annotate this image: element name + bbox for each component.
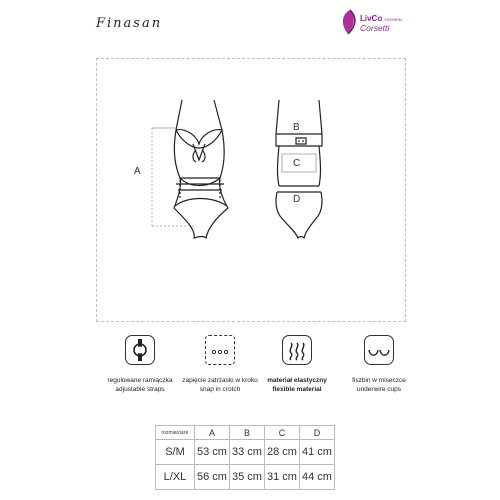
brand-name-line1: [360, 14, 402, 23]
feature-text-pl: zapięcie zatrzaski w kroku: [182, 377, 258, 384]
underwire-cups-glyph: [365, 336, 393, 364]
snap-crotch-glyph: [206, 336, 234, 364]
size-table-col-a: A: [195, 426, 230, 440]
size-value: 28 cm: [265, 440, 300, 465]
size-label: L/XL: [156, 465, 195, 490]
product-name: Finasan: [96, 16, 163, 31]
size-value: 53 cm: [195, 440, 230, 465]
brand-logo-icon: [338, 6, 362, 38]
feature-text: [252, 377, 342, 394]
flexible-material-glyph: [283, 336, 311, 364]
feature-text: [95, 377, 185, 394]
label-d: D: [293, 194, 301, 205]
brand-name-line2: Corsetti: [360, 23, 390, 33]
size-value: 56 cm: [195, 465, 230, 490]
label-b: B: [293, 122, 300, 133]
feature-text-en: snap in crotch: [199, 385, 241, 393]
size-table-col-b: B: [230, 426, 265, 440]
snap-crotch-icon: [205, 335, 235, 365]
feature-text-pl: materiał elastyczny: [267, 377, 327, 384]
size-table-header: [156, 426, 335, 440]
label-c: C: [293, 158, 301, 169]
size-value: 41 cm: [300, 440, 335, 465]
back-view: [276, 100, 322, 238]
size-label: S/M: [156, 440, 195, 465]
front-view: [174, 100, 228, 238]
size-value: 35 cm: [230, 465, 265, 490]
size-table-row: [156, 465, 335, 490]
size-value: 44 cm: [300, 465, 335, 490]
feature-text: [334, 377, 424, 394]
label-a: A: [134, 166, 141, 177]
brand-logo: [338, 4, 408, 40]
feature-flexible-material: [252, 335, 342, 394]
adjustable-straps-glyph: [126, 336, 154, 364]
size-table-col-d: D: [300, 426, 335, 440]
brand-name-part1: LivCo: [360, 14, 383, 23]
size-table: [155, 425, 335, 490]
adjustable-straps-icon: [125, 335, 155, 365]
dimension-a-markers: [152, 128, 194, 226]
feature-text-en: adjustable straps: [115, 385, 165, 393]
underwire-cups-icon: [364, 335, 394, 365]
feature-text-en: flexible material: [272, 385, 322, 393]
feature-text-pl: fiszbin w miseczce: [352, 377, 406, 384]
feature-underwire-cups: [334, 335, 424, 394]
feature-text-en: underwire cups: [356, 385, 402, 393]
size-table-corner: rozmiar/size: [156, 426, 195, 440]
size-value: 33 cm: [230, 440, 265, 465]
size-table-col-c: C: [265, 426, 300, 440]
back-view-snap-dots: [298, 140, 304, 142]
flexible-material-icon: [282, 335, 312, 365]
feature-text-pl: regulowane ramiączka: [107, 377, 173, 384]
feature-adjustable-straps: [95, 335, 185, 394]
garment-diagram: [96, 58, 406, 322]
brand-name-sub: FASHION: [384, 17, 403, 22]
size-value: 31 cm: [265, 465, 300, 490]
size-table-row: [156, 440, 335, 465]
